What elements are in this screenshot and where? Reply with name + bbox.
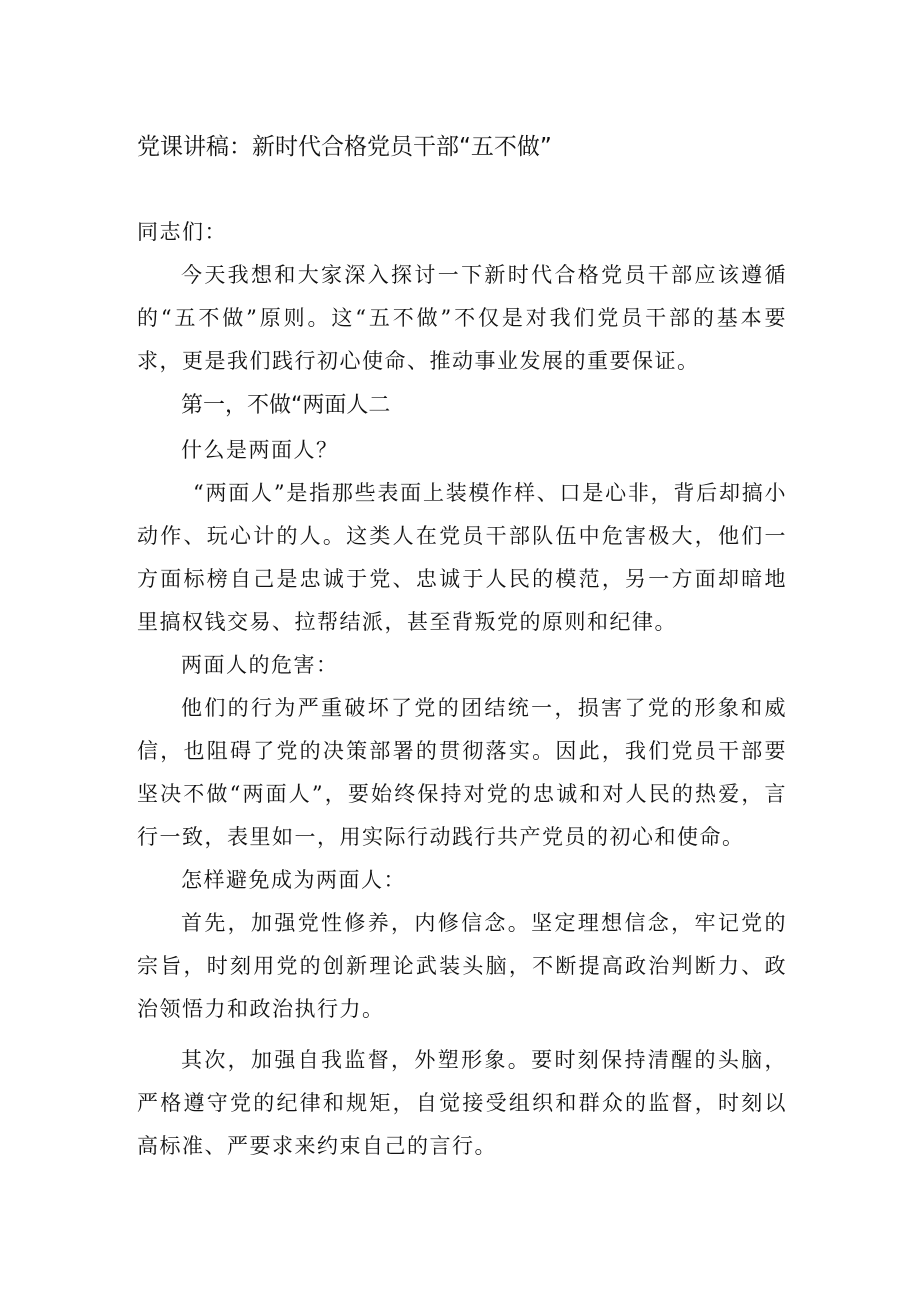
question-harm: 两面人的危害： (181, 653, 339, 677)
section-heading: 第一，不做“两面人二 (181, 393, 391, 418)
document-title: 党课讲稿：新时代合格党员干部“五不做” (137, 134, 552, 160)
document-body (137, 211, 787, 1168)
question-avoid: 怎样避免成为两面人： (181, 868, 406, 892)
harm-paragraph: 他们的行为严重破坏了党的团结统一，损害了党的形象和威信，也阻碍了党的决策部署的贯彻落实。因此，我们党员干部要坚决不做“两面人”，要始终保持对党的忠诚和对人民的热爱，言行一致，表里如一，用实际行动践行共产党员的初心和使命。 (137, 696, 787, 849)
first-point-paragraph: 首先，加强党性修养，内修信念。坚定理想信念，牢记党的宗旨，时刻用党的创新理论武装头脑，不断提高政治判断力、政治领悟力和政治执行力。 (137, 911, 787, 1021)
salutation: 同志们： (137, 220, 227, 244)
second-point-paragraph: 其次，加强自我监督，外塑形象。要时刻保持清醒的头脑，严格遵守党的纪律和规矩，自觉接受组织和群众的监督，时刻以高标准、严要求来约束自己的言行。 (137, 1048, 787, 1158)
intro-paragraph: 今天我想和大家深入探讨一下新时代合格党员干部应该遵循的“五不做”原则。这“五不做”不仅是对我们党员干部的基本要求，更是我们践行初心使命、推动事业发展的重要保证。 (137, 263, 787, 373)
question-what-is: 什么是两面人？ (181, 438, 339, 462)
definition-paragraph: “两面人”是指那些表面上装模作样、口是心非，背后却搞小动作、玩心计的人。这类人在党员干部队伍中危害极大，他们一方面标榜自己是忠诚于党、忠诚于人民的模范，另一方面却暗地里搞权钱交易、拉帮结派，甚至背叛党的原则和纪律。 (137, 481, 787, 634)
